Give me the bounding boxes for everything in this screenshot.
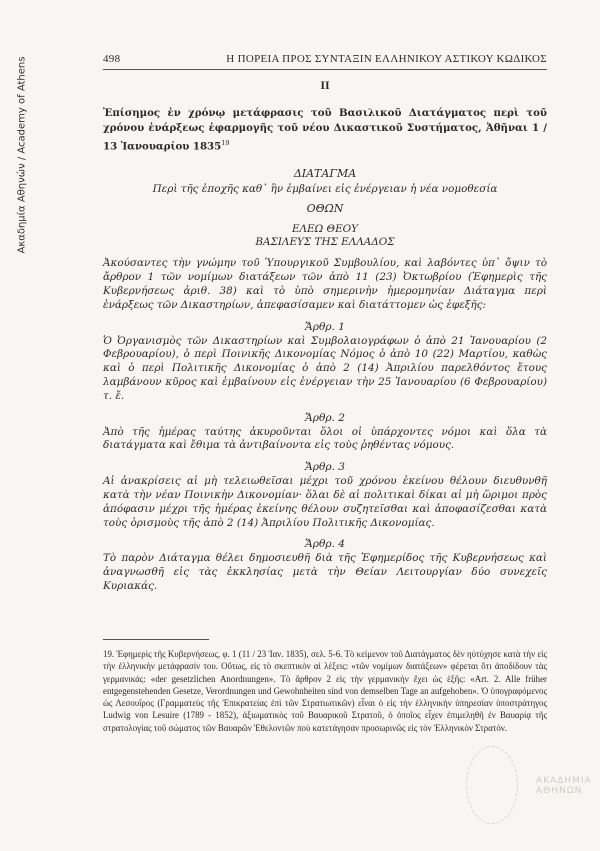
page-body [103,78,547,602]
article-3-label: Ἄρθρ. 3 [304,461,346,474]
athena-seal-icon [466,746,518,824]
section-heading-text: Ἐπίσημος ἐν χρόνῳ μετάφρασις τοῦ Βασιλικοῦ Διατάγματος περὶ τοῦ χρόνου ἐνάρξεως ἐφαρμογῆς τοῦ νέου Δικαστικοῦ Συστήματος, Ἀθῆναι 1 / 13 Ἰανουαρίου 1835 [103,107,547,153]
section-number: II [320,78,330,92]
archive-sidebar-text: Ακαδημία Αθηνών / Academy of Athens [16,56,28,254]
footnote-19: 19. Ἐφημερὶς τῆς Κυβερνήσεως, φ. 1 (11 / 23 Ἰαν. 1835), σελ. 5-6. Τὸ κείμενον τοῦ Διατάγματος δὲν ηὐτύχησε κατὰ τὴν εἰς τὴν ἑλληνικὴν μετάφρασίν του. Οὕτως, εἰς τὸ σκεπτικὸν αἱ λέξεις: «τῶν νομίμων διατάξεων» φέρεται ὅτι ἀποδίδουν τὰς γερμανικάς: «der gesetzlichen Anordnungen». Τὸ ἄρθρον 2 εἰς τὴν γερμανικὴν ἔχει ὡς ἑξῆς: «Art. 2. Alle früher entgegenstehenden Gesetze, Verordnungen und Gewohnheiten sind von demselben Tage an aufgehoben». Ὁ ὑπογραφόμενος ὡς Λεσουΐρος (Γραμματεὺς τῆς Ἐπικρατείας ἐπὶ τῶν Στρατιωτικῶν) εἶναι ὁ εἰς τὴν ἑλληνικὴν ὑπηρεσίαν ὑποστράτηγος Ludwig von Lesuire (1789 - 1852), ἀξιωματικὸς τοῦ Βαυαρικοῦ Στρατοῦ, ὁ ὁποῖος εἶχεν ἐπιμεληθῆ ἐν Βαυαρίᾳ τῆς στρατολογίας τοῦ σώματος τῶν Βαυαρῶν Ἐθελοντῶν ποὺ κατετάγησαν προσωρινῶς εἰς τὸν Ἑλληνικὸν Στρατόν. [103,649,547,733]
watermark-text: ΑΚΑΔΗΜΙΑ ΑΘΗΝΩΝ [536,776,592,796]
royal-title [103,223,547,249]
running-title: Η ΠΟΡΕΙΑ ΠΡΟΣ ΣΥΝΤΑΞΙΝ ΕΛΛΗΝΙΚΟΥ ΑΣΤΙΚΟΥ ΚΩΔΙΚΟΣ [226,53,547,65]
footnote-ref-19[interactable]: 19 [221,139,230,147]
section-heading [103,106,547,154]
grace-line-1: ΕΛΕΩ ΘΕΟΥ [291,223,359,236]
article-4-text: Τὸ παρὸν Διάταγμα θέλει δημοσιευθῆ διὰ τῆς Ἐφημερίδος τῆς Κυβερνήσεως καὶ ἀναγνωσθῆ εἰς τὰς ἐκκλησίας μετὰ τὴν Θείαν Λειτουργίαν δύο συνεχεῖς Κυριακάς. [103,552,547,592]
article-2-label: Ἄρθρ. 2 [304,411,346,424]
academy-watermark [458,742,592,830]
footnote-rule [103,639,209,640]
article-3-text: Αἱ ἀνακρίσεις αἱ μὴ τελειωθεῖσαι μέχρι τοῦ χρόνου ἐκείνου θέλουν διευθυνθῆ κατὰ τὴν νέαν Ποινικὴν Δικονομίαν· ὅλαι δὲ αἱ πολιτικαὶ δίκαι αἱ μὴ ὥριμοι πρὸς ἀπόφασιν μέχρι τῆς ἡμέρας ἐκείνης θέλουν συζητεῖσθαι καὶ ἀποφασίζεσθαι κατὰ τοὺς ὁρισμοὺς τῆς ἀπὸ 2 (14) Ἀπριλίου Πολιτικῆς Δικονομίας. [103,475,547,529]
archive-sidebar [14,40,30,270]
article-4-label: Ἄρθρ. 4 [304,538,346,551]
king-name: ΟΘΩΝ [306,202,344,216]
page-number: 498 [103,53,121,65]
header-rule [103,69,547,70]
running-header [103,53,547,67]
grace-line-2: ΒΑΣΙΛΕΥΣ ΤΗΣ ΕΛΛΑΔΟΣ [255,236,395,249]
article-1-label: Ἄρθρ. 1 [304,320,346,333]
decree-title: ΔΙΑΤΑΓΜΑ [293,167,357,181]
article-1-text: Ὁ Ὀργανισμὸς τῶν Δικαστηρίων καὶ Συμβολαιογράφων ὁ ἀπὸ 21 Ἰανουαρίου (2 Φεβρουαρίου), ὁ περὶ Ποινικῆς Δικονομίας Νόμος ὁ ἀπὸ 10 (22) Μαρτίου, καθὼς καὶ ὁ περὶ Πολιτικῆς Δικονομίας ὁ ἀπὸ 2 (14) Ἀπριλίου παρελθόντος ἔτους λαμβάνουν κῦρος καὶ ἐμβαίνουν εἰς ἐνέργειαν τὴν 25 Ἰανουαρίου (6 Φεβρουαρίου) τ. ἔ. [103,334,547,402]
article-2-text: Ἀπὸ τῆς ἡμέρας ταύτης ἀκυροῦνται ὅλοι οἱ ὑπάρχοντες νόμοι καὶ ὅλα τὰ διατάγματα καὶ ἔθιμα τὰ ἀντιβαίνοντα εἰς τοὺς ῥηθέντας νόμους. [103,425,547,452]
decree-subtitle: Περὶ τῆς ἐποχῆς καθ᾽ ἣν ἐμβαίνει εἰς ἐνέργειαν ἡ νέα νομοθεσία [152,183,498,196]
decree-preamble: Ἀκούσαντες τὴν γνώμην τοῦ Ὑπουργικοῦ Συμβουλίου, καὶ λαβόντες ὑπ᾽ ὄψιν τὸ ἄρθρον 1 τῶν νομίμων διατάξεων τῶν ἀπὸ 11 (23) Ὀκτωβρίου (Ἐφημερὶς τῆς Κυβερνήσεως ἀριθ. 38) καὶ τὸ ὑπὸ σημερινὴν ἡμερομηνίαν Διάταγμα περὶ ἐνάρξεως τῶν Δικαστηρίων, ἀπεφασίσαμεν καὶ διατάττομεν ὡς ἑφεξῆς: [103,257,547,311]
